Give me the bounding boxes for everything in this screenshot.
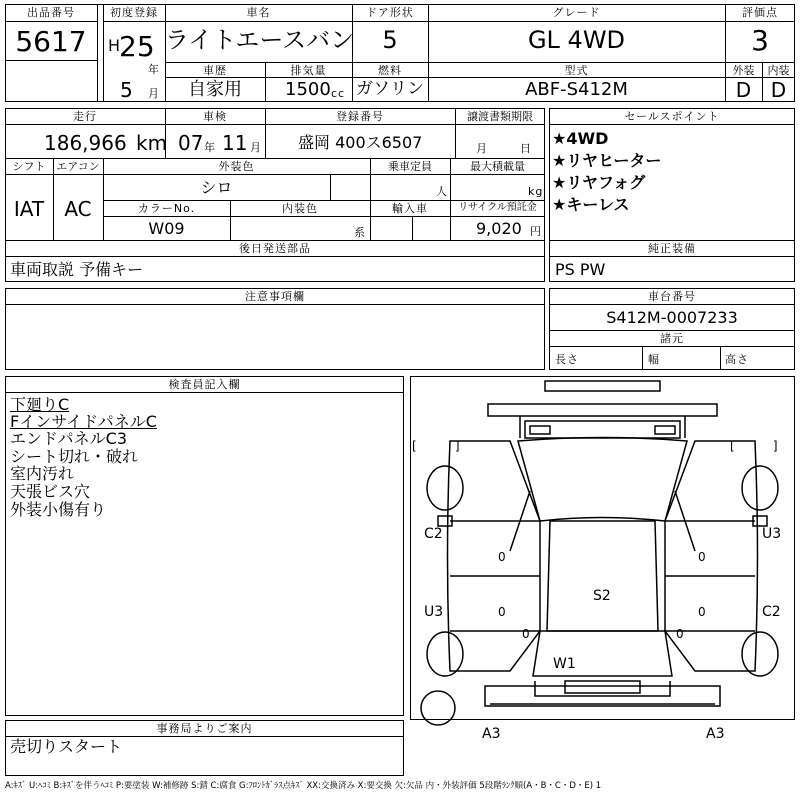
divider [5, 158, 545, 159]
width-label: 幅 [648, 353, 660, 366]
ac-label: エアコン [56, 160, 100, 173]
inspector-line: エンドパネルC3 [10, 429, 128, 448]
divider [5, 256, 545, 257]
damage-mark: U3 [762, 526, 782, 542]
notes-title: 注意事項欄 [245, 290, 305, 303]
capacity-unit: 人 [436, 185, 448, 198]
inspector-line: 室内汚れ [10, 464, 75, 483]
divider [549, 240, 795, 241]
inspection-year-unit: 年 [204, 141, 216, 154]
divider [97, 4, 98, 102]
sales-point: ★リヤヒーター [552, 151, 662, 170]
color-label: 外装色 [218, 160, 255, 173]
zero-mark: 0 [498, 605, 506, 619]
divider [549, 124, 795, 125]
tire-rr [742, 632, 778, 676]
mileage-unit: km [136, 131, 168, 155]
displacement-label: 排気量 [290, 64, 327, 77]
divider [720, 346, 721, 370]
side-bracket: [ ] [730, 439, 778, 453]
divider [5, 240, 545, 241]
legend: A:ｷｽﾞ U:ﾍｺﾐ B:ｷｽﾞを伴うﾍｺﾐ P:要塗装 W:補修跡 S:錆 C:腐食 G:ﾌﾛﾝﾄｶﾞﾗｽ点ｷｽﾞ XX:交換済み X:要交換 欠:欠品 内・外装評価 5段階ﾗﾝｸ順(A・B・C・D・E) 1 [5, 781, 602, 791]
damage-mark: U3 [424, 604, 444, 620]
inspection-label: 車検 [203, 110, 227, 123]
transfer-day: 日 [520, 142, 532, 155]
load-unit: kg [528, 185, 544, 198]
reg-year: 25 [119, 30, 155, 63]
import-label: 輸入車 [392, 202, 428, 215]
zero-mark: 0 [522, 627, 530, 641]
office-title: 事務局よりご案内 [156, 722, 253, 735]
chassis-title: 車台番号 [648, 290, 696, 303]
fuel-label: 燃料 [378, 64, 402, 77]
height-label: 高さ [725, 353, 749, 366]
inspector-title: 検査員記入欄 [168, 378, 241, 391]
exterior-label: 外装 [732, 64, 755, 77]
inspection-year: 07 [178, 131, 204, 155]
damage-mark: A3 [482, 726, 501, 742]
front-bumper [545, 381, 660, 391]
shift: IAT [13, 197, 45, 221]
displacement: 1500 [285, 79, 331, 100]
load-label: 最大積載量 [470, 160, 525, 173]
divider [549, 256, 795, 257]
score-label: 評価点 [742, 6, 778, 19]
inspector-line: 外装小傷有り [10, 500, 107, 519]
divider [330, 174, 331, 200]
divider [549, 304, 795, 305]
damage-mark: C2 [762, 604, 781, 620]
after-parts-title: 後日発送部品 [239, 242, 311, 255]
office-text: 売切りスタート [10, 737, 123, 756]
inspection-month: 11 [222, 131, 248, 155]
color-no: W09 [148, 219, 185, 238]
divider [165, 77, 795, 78]
sales-points-title: セールスポイント [624, 110, 720, 123]
damage-mark: C2 [424, 526, 443, 542]
capacity-label: 乗車定員 [388, 160, 432, 173]
history: 自家用 [188, 79, 242, 100]
zero-mark: 0 [676, 627, 684, 641]
grade-label: グレード [552, 6, 601, 19]
recycle: 9,020 [476, 219, 522, 238]
divider [103, 200, 545, 201]
era: H [108, 36, 121, 55]
tire-rl [427, 632, 463, 676]
lot-number: 5617 [15, 25, 87, 58]
divider [549, 330, 795, 331]
tire-fl [427, 466, 463, 510]
fuel: ガソリン [356, 79, 424, 99]
damage-mark: S2 [593, 588, 611, 604]
inspector-line: 天張ビス穴 [10, 482, 91, 501]
color-no-label: カラーNo. [137, 202, 196, 215]
recycle-unit: 円 [530, 225, 542, 238]
front-body [488, 404, 717, 416]
sales-point: ★リヤフォグ [552, 173, 646, 192]
score: 3 [751, 24, 769, 57]
interior-color-label: 内装色 [282, 202, 318, 215]
car-name: ライトエースバン [165, 26, 355, 54]
car-name-label: 車名 [246, 6, 271, 19]
inspector-line: 下廻りC [10, 395, 70, 414]
damage-mark: W1 [553, 656, 576, 672]
dimensions-title: 諸元 [660, 332, 684, 345]
interior-color-unit: 系 [354, 226, 366, 239]
car-diagram [410, 376, 795, 742]
color: シロ [200, 178, 233, 197]
divider [5, 21, 97, 22]
displacement-unit: cc [331, 87, 346, 100]
divider [165, 62, 795, 63]
shift-label: シフト [12, 160, 46, 173]
history-label: 車歴 [203, 64, 227, 77]
interior-label: 内装 [767, 64, 790, 77]
length-label: 長さ [555, 353, 579, 366]
divider [5, 304, 545, 305]
zero-mark: 0 [698, 605, 706, 619]
divider [5, 60, 97, 61]
exterior-grade: D [735, 78, 752, 102]
recycle-label: リサイクル預託金 [458, 202, 537, 213]
divider [412, 216, 413, 240]
divider [103, 21, 795, 22]
transfer-label: 譲渡書類期限 [467, 110, 533, 123]
sales-point: ★キーレス [552, 195, 630, 214]
genuine-title: 純正装備 [648, 242, 696, 255]
first-reg-label: 初度登録 [110, 6, 158, 19]
zero-mark: 0 [698, 550, 706, 564]
model: ABF-S412M [525, 79, 628, 100]
plate: 盛岡 400ス6507 [298, 133, 423, 152]
divider [642, 346, 643, 370]
divider [5, 174, 545, 175]
damage-mark: A3 [706, 726, 725, 742]
side-bracket: [ ] [412, 439, 460, 453]
ac: AC [64, 197, 92, 221]
inspector-line: FインサイドパネルC [10, 412, 157, 431]
tire-fr [742, 466, 778, 510]
windshield [518, 438, 687, 522]
genuine-text: PS PW [555, 260, 606, 279]
mileage-label: 走行 [73, 110, 97, 123]
after-parts-text: 車両取説 予備キー [10, 260, 144, 279]
sales-point: ★4WD [552, 129, 609, 148]
interior-grade: D [770, 78, 787, 102]
reg-month: 5 [120, 78, 133, 102]
divider [103, 4, 104, 102]
year-unit: 年 [148, 63, 160, 76]
divider [103, 216, 545, 217]
divider [5, 124, 545, 125]
divider [5, 392, 404, 393]
month-unit: 月 [148, 87, 160, 100]
doors: 5 [382, 26, 398, 54]
transfer-month: 月 [476, 142, 488, 155]
model-label: 型式 [564, 64, 589, 77]
doors-label: ドア形状 [366, 6, 414, 19]
plate-label: 登録番号 [336, 110, 384, 123]
mileage: 186,966 [44, 131, 127, 155]
inspection-month-unit: 月 [250, 141, 262, 154]
zero-mark: 0 [498, 550, 506, 564]
chassis-number: S412M-0007233 [606, 308, 738, 327]
grade: GL 4WD [527, 26, 626, 54]
divider [549, 346, 795, 347]
inspector-line: シート切れ・破れ [10, 447, 139, 466]
lot-label: 出品番号 [27, 6, 75, 19]
